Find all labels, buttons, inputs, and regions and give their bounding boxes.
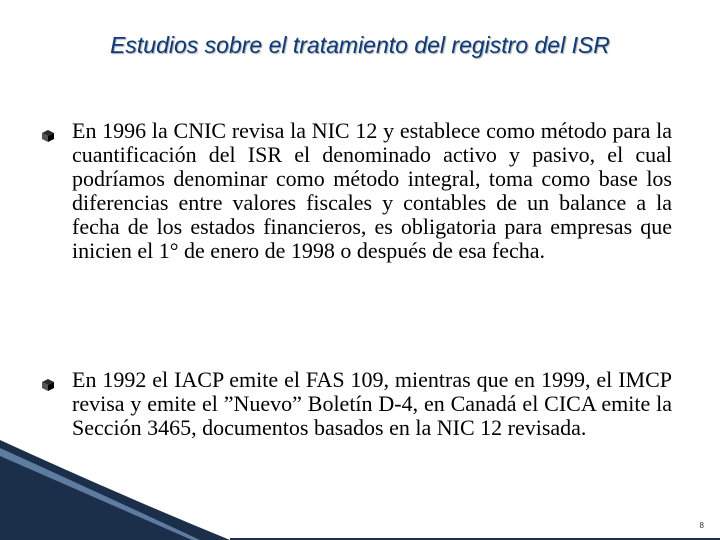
bullet-item-2: [40, 368, 672, 440]
bullet-text-1: En 1996 la CNIC revisa la NIC 12 y establece como método para la cuantificación del ISR el denominado activo y pasivo, el cual podríamos denominar como método integral, toma como base los diferencias entre valores fiscales y contables de un balance a la fecha de los estados financieros, es obligatoria para empresas que inicien el 1° de enero de 1998 o después de esa fecha.: [72, 118, 672, 263]
slide-title: Estudios sobre el tratamiento del registro del ISR: [110, 32, 610, 58]
bullet-text-2: En 1992 el IACP emite el FAS 109, mientras que en 1999, el IMCP revisa y emite el ”Nuevo” Boletín D-4, en Canadá el CICA emite la Sección 3465, documentos basados en la NIC 12 revisada.: [72, 367, 672, 440]
corner-decoration: [0, 440, 720, 540]
box-bullet-icon: [40, 127, 56, 143]
bullet-item-1: [40, 119, 672, 263]
page-number: 8: [699, 521, 704, 530]
box-bullet-icon: [40, 376, 56, 392]
